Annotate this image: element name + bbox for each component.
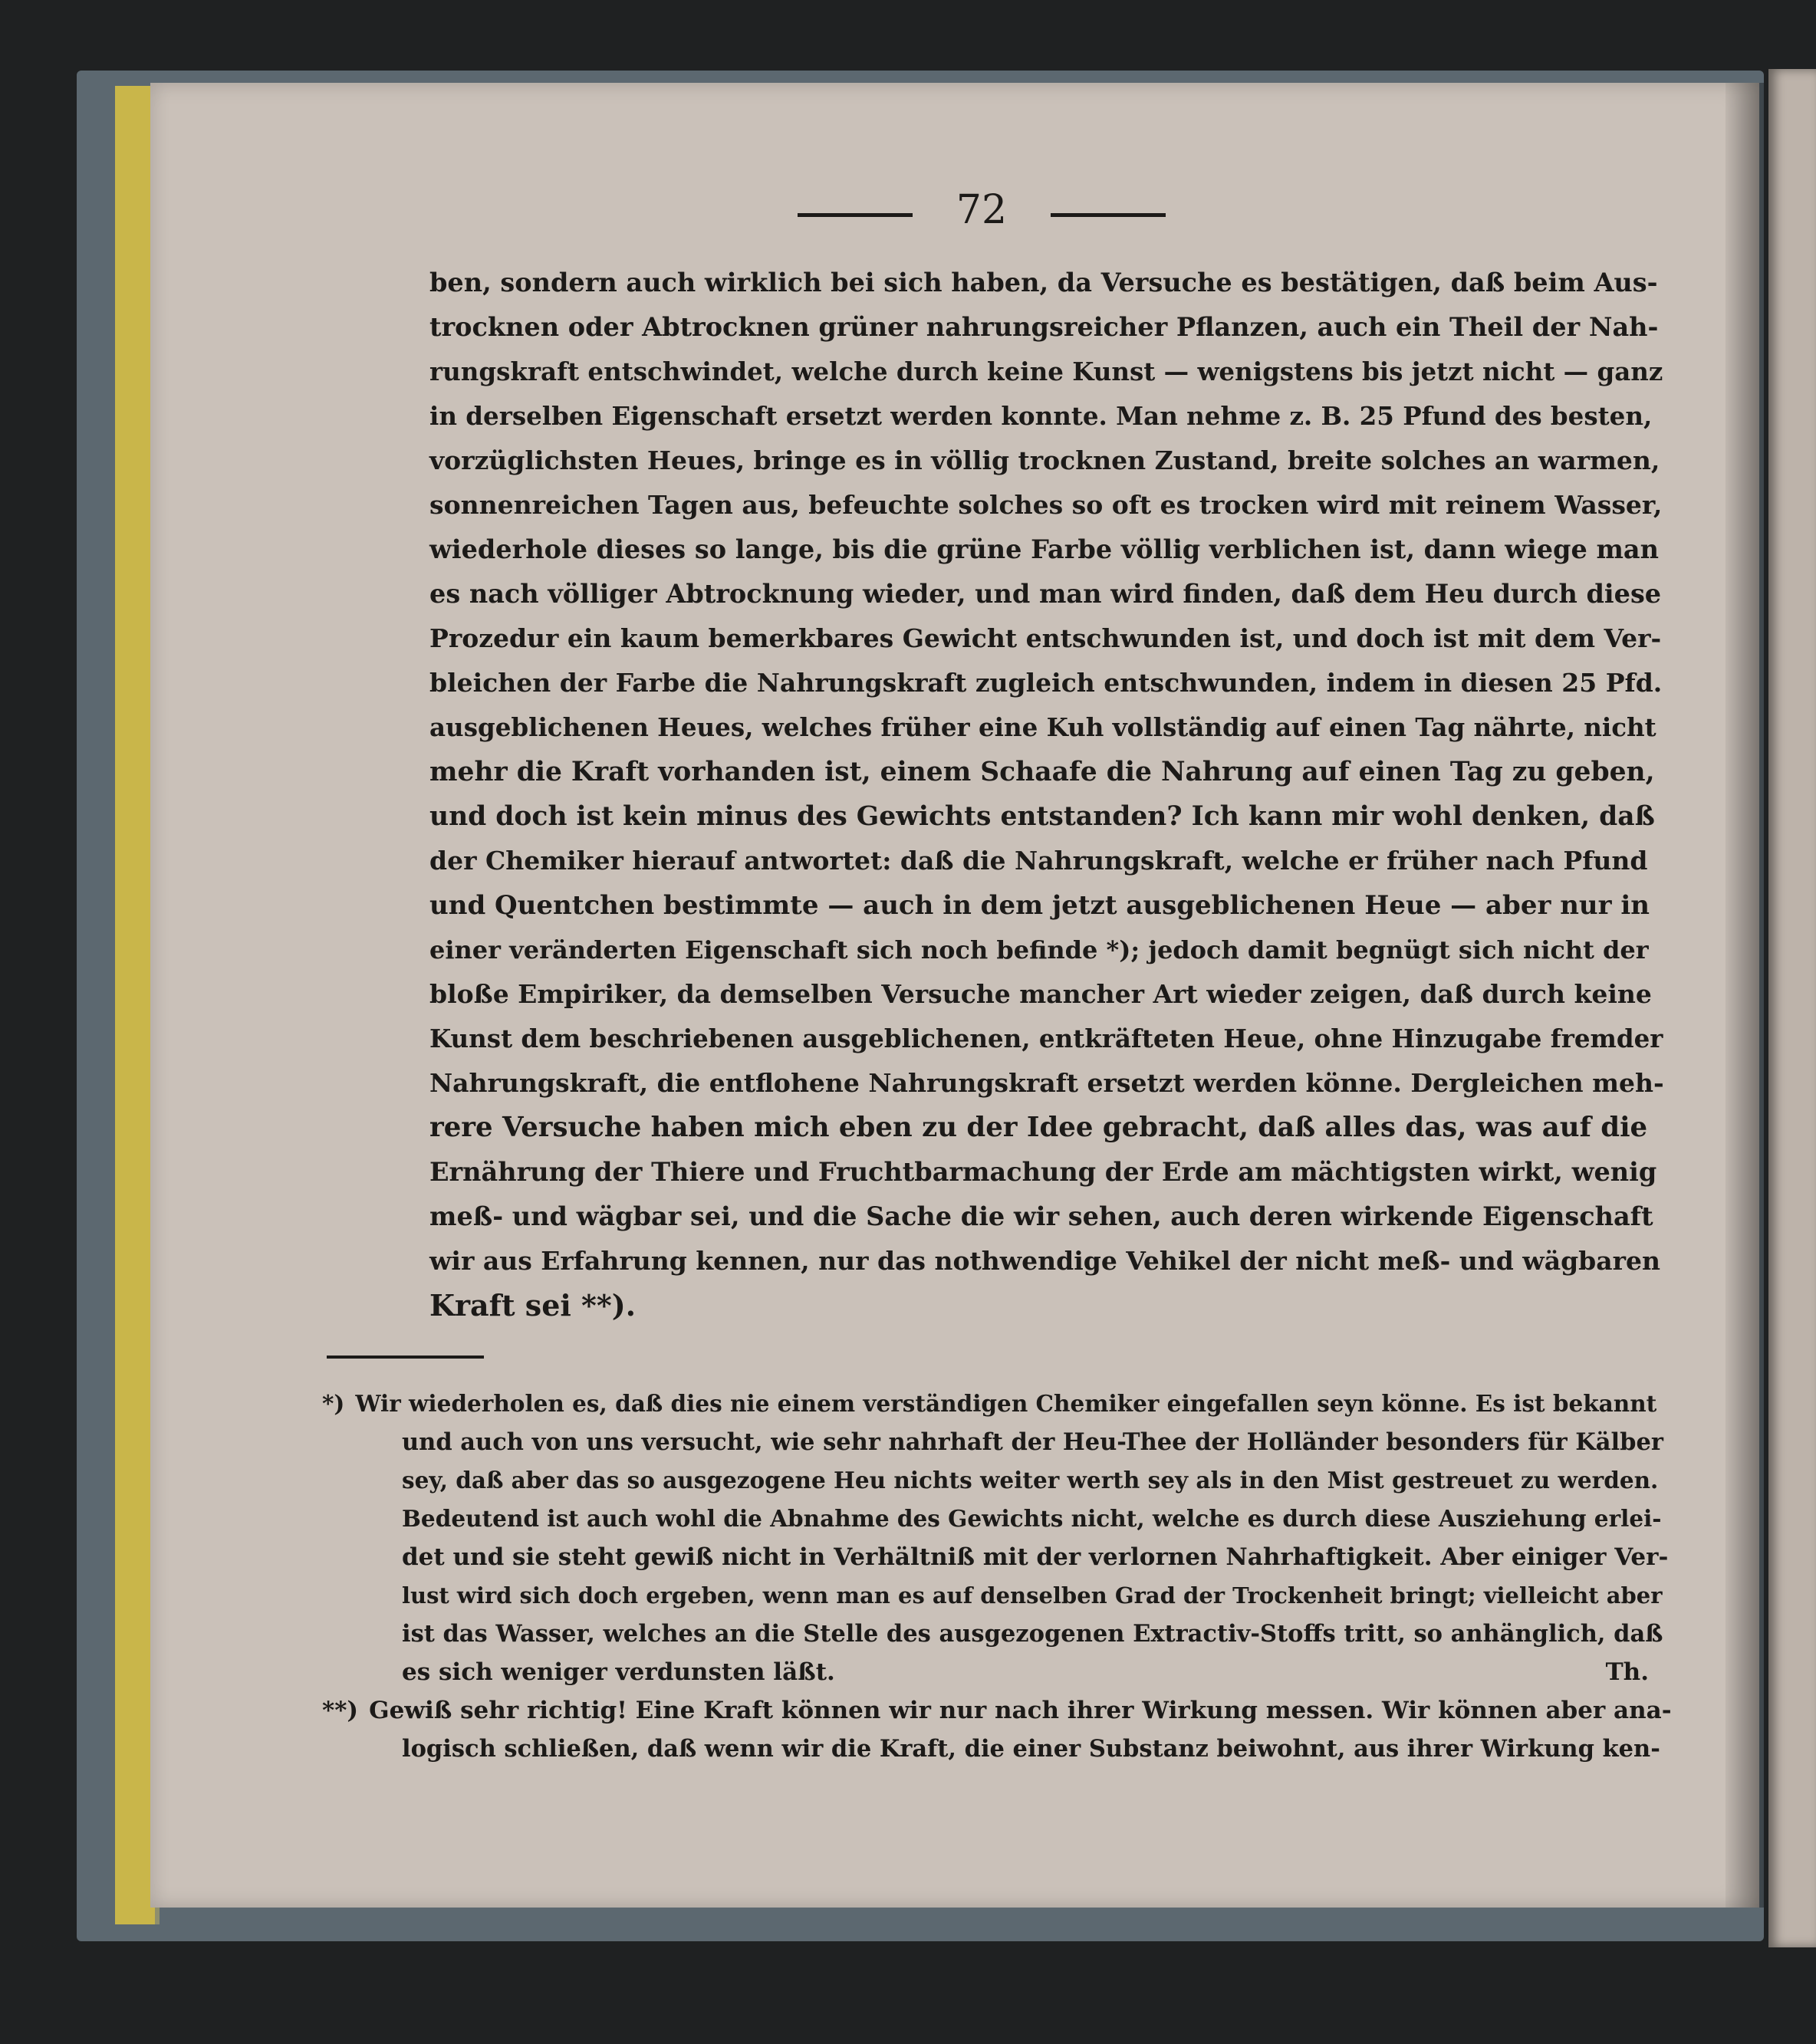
footnote-line: Bedeutend ist auch wohl die Abnahme des Gewichts nicht, welche es durch diese Ausziehung erlei-	[402, 1505, 1662, 1532]
body-line: einer veränderten Eigenschaft sich noch befinde *); jedoch damit begnügt sich nicht der	[429, 935, 1649, 964]
footnote-1-text: Wir wiederholen es, daß dies nie einem verständigen Chemiker eingefallen seyn könne. Es ist bekannt	[355, 1390, 1657, 1417]
body-line: rere Versuche haben mich eben zu der Idee gebracht, daß alles das, was auf die	[429, 1112, 1648, 1143]
footnote-line: und auch von uns versucht, wie sehr nahrhaft der Heu-Thee der Holländer besonders für Kälber	[402, 1428, 1663, 1456]
body-line: vorzüglichsten Heues, bringe es in völlig trocknen Zustand, breite solches an warmen,	[429, 445, 1660, 475]
body-line: der Chemiker hierauf antwortet: daß die Nahrungskraft, welche er früher nach Pfund	[429, 846, 1648, 876]
body-line: Kraft sei **).	[429, 1288, 636, 1323]
footnote-1-first-line	[322, 1385, 1672, 1423]
body-line: bloße Empiriker, da demselben Versuche mancher Art wieder zeigen, daß durch keine	[429, 979, 1652, 1009]
body-line: Prozedur ein kaum bemerkbares Gewicht entschwunden ist, und doch ist mit dem Ver-	[429, 623, 1662, 653]
body-line: wiederhole dieses so lange, bis die grüne Farbe völlig verblichen ist, dann wiege man	[429, 534, 1659, 564]
body-line: rungskraft entschwindet, welche durch keine Kunst — wenigstens bis jetzt nicht — ganz	[429, 357, 1663, 386]
footnote-1-last-line	[322, 1653, 1672, 1691]
facing-page-edge	[1768, 69, 1816, 1947]
body-line: ausgeblichenen Heues, welches früher eine Kuh vollständig auf einen Tag nährte, nicht	[429, 712, 1656, 742]
footnote-line: ist das Wasser, welches an die Stelle des ausgezogenen Extractiv-Stoffs tritt, so anhänglich, daß	[402, 1620, 1663, 1648]
gutter-shadow	[1726, 83, 1764, 1908]
body-line: in derselben Eigenschaft ersetzt werden konnte. Man nehme z. B. 25 Pfund des besten,	[429, 401, 1653, 431]
footnote-line: det und sie steht gewiß nicht in Verhältniß mit der verlornen Nahrhaftigkeit. Aber einiger Ver-	[402, 1543, 1669, 1571]
footnotes	[322, 1385, 1672, 1768]
page-number: 72	[956, 187, 1008, 233]
body-line: und doch ist kein minus des Gewichts entstanden? Ich kann mir wohl denken, daß	[429, 801, 1655, 832]
header-rule-right	[1051, 213, 1166, 217]
footnote-rule	[327, 1356, 484, 1359]
body-line: meß- und wägbar sei, und die Sache die wir sehen, auch deren wirkende Eigenschaft	[429, 1201, 1653, 1231]
page-header	[798, 187, 1173, 241]
footnote-line: sey, daß aber das so ausgezogene Heu nichts weiter werth sey als in den Mist gestreuet zu werden.	[402, 1467, 1659, 1494]
footnote-2-text: Gewiß sehr richtig! Eine Kraft können wir nur nach ihrer Wirkung messen. Wir können aber ana-	[369, 1697, 1672, 1724]
body-text	[429, 261, 1664, 1328]
body-line: trocknen oder Abtrocknen grüner nahrungsreicher Pflanzen, auch ein Theil der Nah-	[429, 312, 1659, 342]
footnote-1-signature: Th.	[1605, 1658, 1649, 1686]
body-line: bleichen der Farbe die Nahrungskraft zugleich entschwunden, indem in diesen 25 Pfd.	[429, 668, 1663, 698]
body-line: Kunst dem beschriebenen ausgeblichenen, entkräfteten Heue, ohne Hinzugabe fremder	[429, 1024, 1663, 1053]
body-line: es nach völliger Abtrocknung wieder, und man wird finden, daß dem Heu durch diese	[429, 579, 1662, 609]
footnote-2-last-line: logisch schließen, daß wenn wir die Kraft, die einer Substanz beiwohnt, aus ihrer Wirkung ken-	[402, 1735, 1660, 1763]
body-line: wir aus Erfahrung kennen, nur das nothwendige Vehikel der nicht meß- und wägbaren	[429, 1246, 1660, 1276]
body-line: Nahrungskraft, die entflohene Nahrungskraft ersetzt werden könne. Dergleichen meh-	[429, 1068, 1664, 1098]
body-line: sonnenreichen Tagen aus, befeuchte solches so oft es trocken wird mit reinem Wasser,	[429, 490, 1663, 520]
footnote-line: lust wird sich doch ergeben, wenn man es auf denselben Grad der Trockenheit bringt; vielleicht aber	[402, 1582, 1663, 1609]
header-rule-left	[798, 213, 913, 217]
body-line: mehr die Kraft vorhanden ist, einem Schaafe die Nahrung auf einen Tag zu geben,	[429, 757, 1655, 787]
footnote-2-first-line	[322, 1691, 1672, 1730]
footnote-1-mark: *)	[322, 1390, 345, 1417]
body-line: und Quentchen bestimmte — auch in dem jetzt ausgeblichenen Heue — aber nur in	[429, 890, 1650, 921]
body-line: ben, sondern auch wirklich bei sich haben, da Versuche es bestätigen, daß beim Aus-	[429, 268, 1658, 297]
footnote-2-mark: **)	[322, 1697, 359, 1724]
footnote-1-last-text: es sich weniger verdunsten läßt.	[402, 1658, 835, 1686]
body-line: Ernährung der Thiere und Fruchtbarmachung der Erde am mächtigsten wirkt, wenig	[429, 1157, 1657, 1187]
